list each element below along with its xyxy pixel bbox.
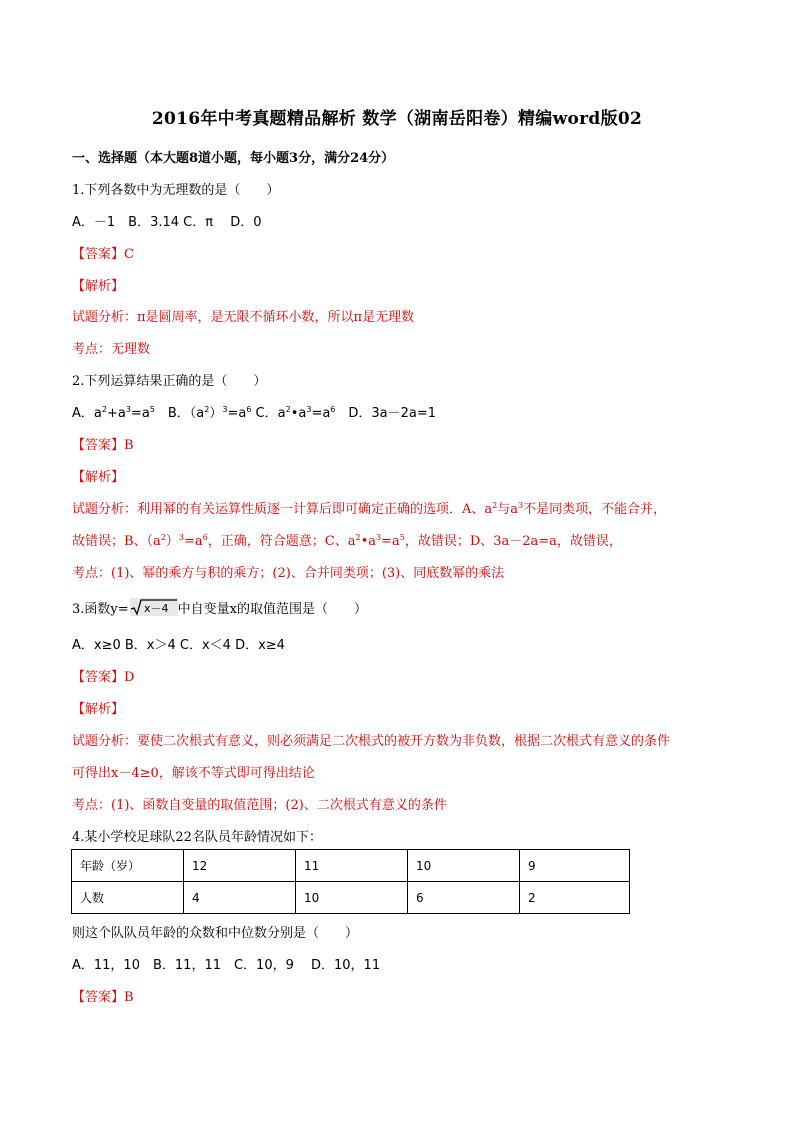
table-cell: 人数 xyxy=(72,882,184,914)
table-cell: 9 xyxy=(520,850,630,882)
q1-options: A．－1 B．3.14 C．π D．0 xyxy=(72,215,262,230)
table-cell: 2 xyxy=(520,882,630,914)
table-cell: 4 xyxy=(184,882,296,914)
q4-stem: 4.某小学校足球队22名队员年龄情况如下： xyxy=(72,830,322,845)
q2-point: 考点：(1)、幂的乘方与积的乘方；(2)、合并同类项；(3)、同底数幂的乘法 xyxy=(72,566,505,581)
q3-stem: 3.函数y= x－4 中自变量x的取值范围是（ ） xyxy=(72,598,367,617)
table-cell: 12 xyxy=(184,850,296,882)
q3-analysis-line1: 试题分析：要使二次根式有意义，则必须满足二次根式的被开方数为非负数，根据二次根式有意义的条件 xyxy=(72,734,671,749)
q3-analysis-line2: 可得出x－4≥0，解该不等式即可得出结论 xyxy=(72,766,315,781)
q4-answer: 【答案】B xyxy=(72,990,134,1005)
q1-analysis-label: 【解析】 xyxy=(72,279,125,294)
square-root-formula xyxy=(130,598,178,616)
q3-analysis-label: 【解析】 xyxy=(72,702,125,717)
q2-stem: 2.下列运算结果正确的是（ ） xyxy=(72,374,267,389)
q3-answer: 【答案】D xyxy=(72,670,135,685)
q2-analysis-line2: 故错误；B、$(a^2)^3=a^6$，正确，符合题意；C、$a^2•a^3=a^5$，故错误；D、3a－2a=a，故错误， xyxy=(72,533,622,549)
q4-question: 则这个队队员年龄的众数和中位数分别是（ ） xyxy=(72,926,359,941)
q1-answer: 【答案】C xyxy=(72,247,134,262)
page-title: 2016年中考真题精品解析 数学（湖南岳阳卷）精编word版02 xyxy=(151,109,643,129)
table-row xyxy=(72,850,630,882)
q3-options: A．x≥0 B．x＞4 C．x＜4 D．x≥4 xyxy=(72,638,285,653)
svg-text:x－4: x－4 xyxy=(143,602,169,615)
q2-analysis-line1: 试题分析：利用幂的有关运算性质逐一计算后即可确定正确的选项．A、$a^2$与$a^3$不是同类项，不能合并， xyxy=(72,501,667,517)
table-cell: 11 xyxy=(296,850,408,882)
q1-stem: 1.下列各数中为无理数的是（ ） xyxy=(72,183,280,198)
q2-answer: 【答案】B xyxy=(72,438,134,453)
q1-point: 考点：无理数 xyxy=(72,342,151,357)
q1-analysis: 试题分析：π是圆周率，是无限不循环小数，所以π是无理数 xyxy=(72,310,415,325)
q4-options: A．11，10 B．11，11 C．10，9 D．10，11 xyxy=(72,958,381,973)
q2-options: A．$a^2+a^3=a^5$ B．$(a^2)^3=a^6$ C．$a^2•a^3=a^6$ D．3a－2a=1 xyxy=(72,405,437,421)
section-heading: 一、选择题（本大题8道小题，每小题3分，满分24分） xyxy=(72,151,395,166)
table-row xyxy=(72,882,630,914)
q3-point: 考点：(1)、函数自变量的取值范围；(2)、二次根式有意义的条件 xyxy=(72,798,447,813)
table-cell: 6 xyxy=(408,882,520,914)
q2-analysis-label: 【解析】 xyxy=(72,470,125,485)
table-cell: 10 xyxy=(408,850,520,882)
table-cell: 10 xyxy=(296,882,408,914)
age-table xyxy=(71,849,630,914)
table-cell: 年龄（岁） xyxy=(72,850,184,882)
